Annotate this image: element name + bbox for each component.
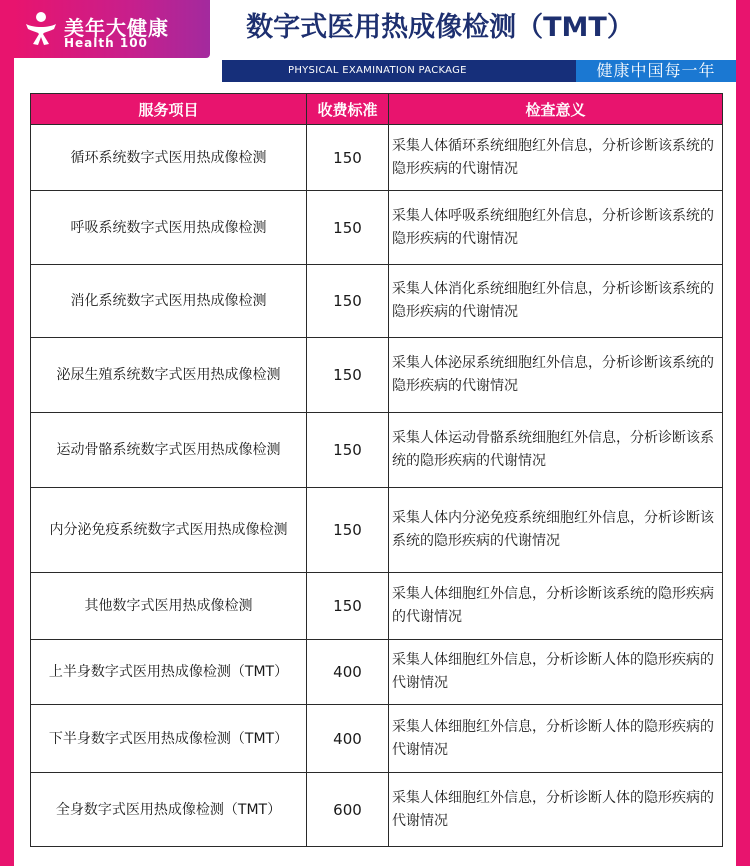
table-header-row xyxy=(31,94,723,125)
service-item: 下半身数字式医用热成像检测（TMT） xyxy=(31,705,307,773)
service-item: 运动骨骼系统数字式医用热成像检测 xyxy=(31,413,307,488)
table-row xyxy=(31,640,723,705)
table-row xyxy=(31,265,723,338)
service-meaning: 采集人体细胞红外信息，分析诊断人体的隐形疾病的代谢情况 xyxy=(389,773,723,847)
service-meaning: 采集人体细胞红外信息，分析诊断人体的隐形疾病的代谢情况 xyxy=(389,705,723,773)
service-item: 呼吸系统数字式医用热成像检测 xyxy=(31,191,307,265)
service-item: 消化系统数字式医用热成像检测 xyxy=(31,265,307,338)
table-row xyxy=(31,413,723,488)
service-meaning: 采集人体细胞红外信息，分析诊断该系统的隐形疾病的代谢情况 xyxy=(389,573,723,640)
table-row xyxy=(31,573,723,640)
service-meaning: 采集人体循环系统细胞红外信息，分析诊断该系统的隐形疾病的代谢情况 xyxy=(389,125,723,191)
table-row xyxy=(31,773,723,847)
service-price: 150 xyxy=(307,338,389,413)
service-item: 其他数字式医用热成像检测 xyxy=(31,573,307,640)
service-item: 循环系统数字式医用热成像检测 xyxy=(31,125,307,191)
service-price: 150 xyxy=(307,191,389,265)
table-row xyxy=(31,191,723,265)
page-title: 数字式医用热成像检测（TMT） xyxy=(246,12,634,43)
service-price: 150 xyxy=(307,413,389,488)
table-row xyxy=(31,338,723,413)
service-item: 全身数字式医用热成像检测（TMT） xyxy=(31,773,307,847)
service-table xyxy=(30,93,723,847)
service-price: 150 xyxy=(307,265,389,338)
table-row xyxy=(31,705,723,773)
service-item: 泌尿生殖系统数字式医用热成像检测 xyxy=(31,338,307,413)
service-price: 400 xyxy=(307,640,389,705)
brand-logo xyxy=(14,0,210,58)
service-price: 600 xyxy=(307,773,389,847)
brand-name-en: Health 100 xyxy=(64,36,148,50)
service-meaning: 采集人体呼吸系统细胞红外信息，分析诊断该系统的隐形疾病的代谢情况 xyxy=(389,191,723,265)
service-price: 400 xyxy=(307,705,389,773)
header-service-item: 服务项目 xyxy=(31,94,307,125)
header-band xyxy=(222,60,736,82)
band-slogan: 健康中国每一年 xyxy=(576,60,736,82)
service-meaning: 采集人体内分泌免疫系统细胞红外信息，分析诊断该系统的隐形疾病的代谢情况 xyxy=(389,488,723,573)
service-meaning: 采集人体泌尿系统细胞红外信息，分析诊断该系统的隐形疾病的代谢情况 xyxy=(389,338,723,413)
table-row xyxy=(31,488,723,573)
header-meaning: 检查意义 xyxy=(389,94,723,125)
service-price: 150 xyxy=(307,488,389,573)
page xyxy=(14,0,736,866)
service-meaning: 采集人体细胞红外信息，分析诊断人体的隐形疾病的代谢情况 xyxy=(389,640,723,705)
service-price: 150 xyxy=(307,573,389,640)
service-meaning: 采集人体运动骨骼系统细胞红外信息，分析诊断该系统的隐形疾病的代谢情况 xyxy=(389,413,723,488)
service-item: 上半身数字式医用热成像检测（TMT） xyxy=(31,640,307,705)
service-price: 150 xyxy=(307,125,389,191)
service-item: 内分泌免疫系统数字式医用热成像检测 xyxy=(31,488,307,573)
person-logo-icon xyxy=(24,10,58,46)
band-subtitle: PHYSICAL EXAMINATION PACKAGE xyxy=(288,65,467,76)
header-price: 收费标准 xyxy=(307,94,389,125)
brand-name-cn: 美年大健康 xyxy=(64,16,169,40)
service-meaning: 采集人体消化系统细胞红外信息，分析诊断该系统的隐形疾病的代谢情况 xyxy=(389,265,723,338)
table-row xyxy=(31,125,723,191)
